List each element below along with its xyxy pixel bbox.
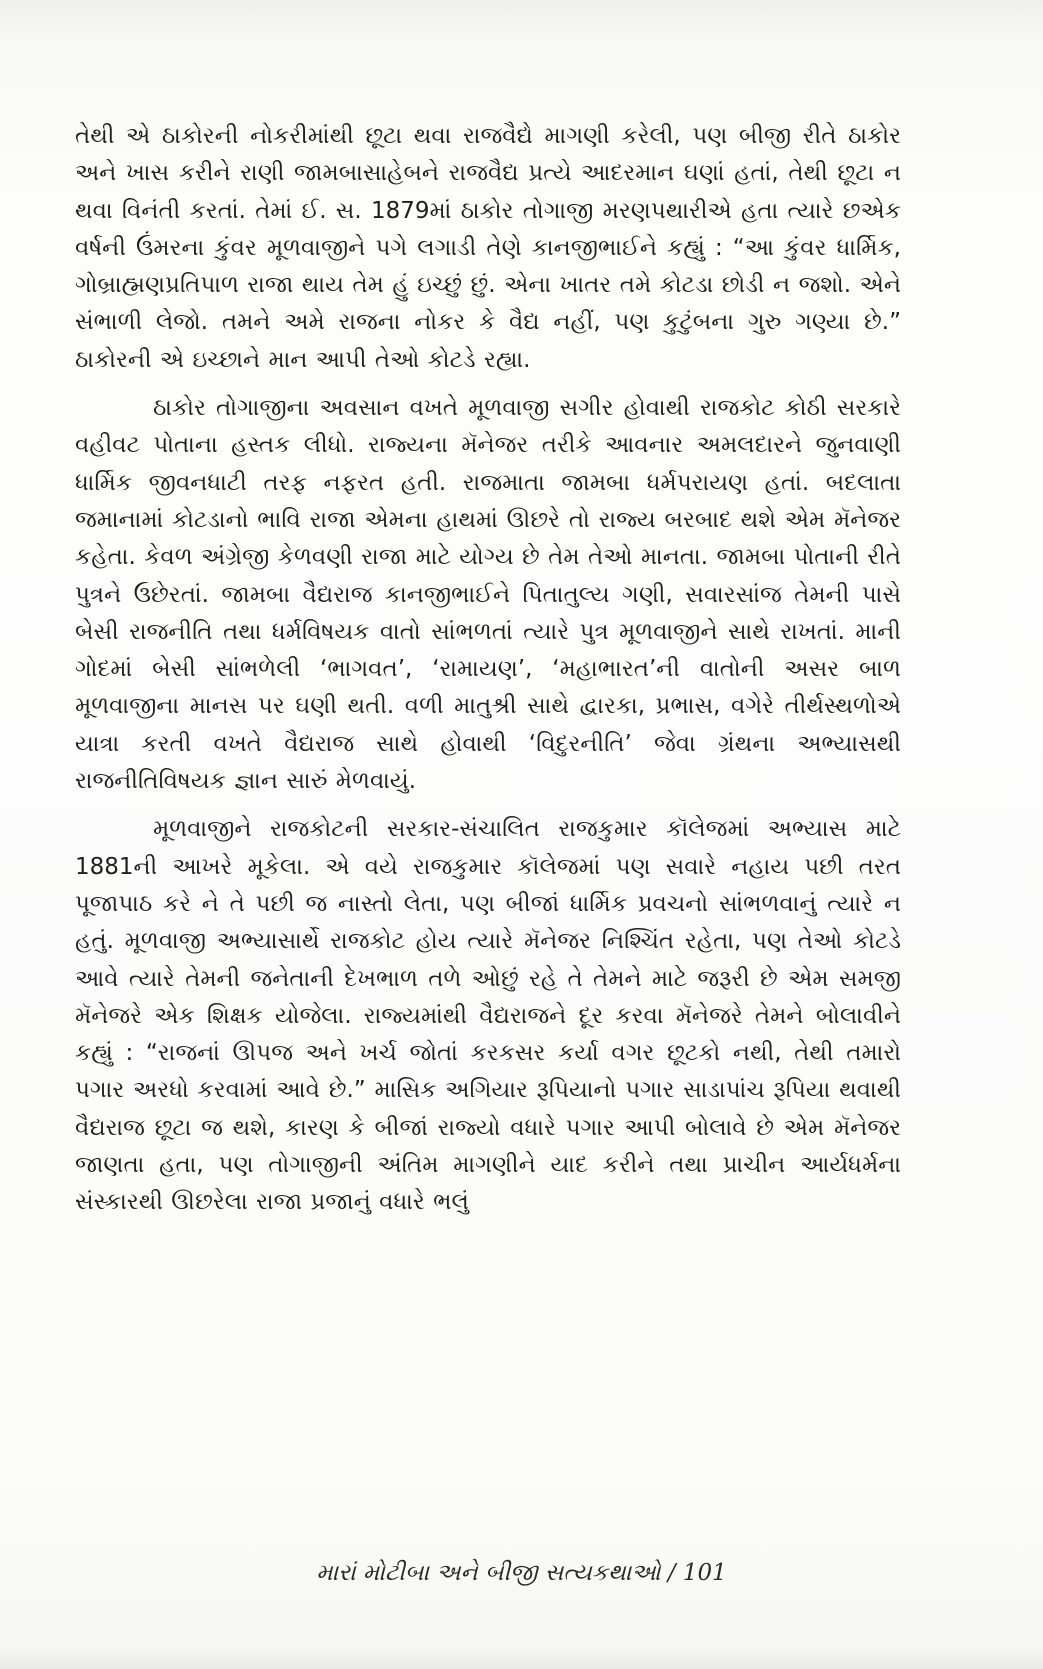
paragraph-1: તેથી એ ઠાકોરની નોકરીમાંથી છૂટા થવા રાજવૈદ્યે માગણી કરેલી, પણ બીજી રીતે ઠાકોર અને ખાસ કરીને રાણી જામબાસાહેબને રાજવૈદ્ય પ્રત્યે આદરમાન ઘણાં હતાં, તેથી છૂટા ન થવા વિનંતી કરતાં. તેમાં ઈ. સ. 1879માં ઠાકોર તોગાજી મરણપથારીએ હતા ત્યારે છએક વર્ષની ઉંમરના કુંવર મૂળવાજીને પગે લગાડી તેણે કાનજીભાઈને કહ્યું : “આ કુંવર ધાર્મિક, ગોબ્રાહ્મણપ્રતિપાળ રાજા થાય તેમ હું ઇચ્છું છું. એના ખાતર તમે કોટડા છોડી ન જશો. એને સંભાળી લેજો. તમને અમે રાજના નોકર કે વૈદ્ય નહીં, પણ કુટુંબના ગુરુ ગણ્યા છે.” ઠાકોરની એ ઇચ્છાને માન આપી તેઓ કોટડે રહ્યા. [75,123,901,373]
book-title: મારાં મોટીબા અને બીજી સત્યકથાઓ [316,1560,661,1586]
page-body-text [75,118,901,1222]
page-number: 101 [682,1560,727,1586]
footer-separator: / [667,1560,676,1586]
page-bottom-shadow [0,1647,1043,1669]
page-footer [0,1558,1043,1588]
page-top-shadow [0,0,1043,34]
paragraph-3: મૂળવાજીને રાજકોટની સરકાર-સંચાલિત રાજકુમાર કૉલેજમાં અભ્યાસ માટે 1881ની આખરે મૂકેલા. એ વયે રાજકુમાર કૉલેજમાં પણ સવારે નહાય પછી તરત પૂજાપાઠ કરે ને તે પછી જ નાસ્તો લેતા, પણ બીજાં ધાર્મિક પ્રવચનો સાંભળવાનું ત્યારે ન હતું. મૂળવાજી અભ્યાસાર્થે રાજકોટ હોય ત્યારે મૅનેજર નિશ્ચિંત રહેતા, પણ તેઓ કોટડે આવે ત્યારે તેમની જનેતાની દેખભાળ તળે ઓછું રહે તે તેમને માટે જરૂરી છે એમ સમજી મૅનેજરે એક શિક્ષક યોજેલા. રાજ્યમાંથી વૈદ્યરાજને દૂર કરવા મૅનેજરે તેમને બોલાવીને કહ્યું : “રાજનાં ઊપજ અને ખર્ચ જોતાં કરકસર કર્યા વગર છૂટકો નથી, તેથી તમારો પગાર અરધો કરવામાં આવે છે.” માસિક અગિયાર રૂપિયાનો પગાર સાડાપાંચ રૂપિયા થવાથી વૈદ્યરાજ છૂટા જ થશે, કારણ કે બીજાં રાજ્યો વધારે પગાર આપી બોલાવે છે એમ મૅનેજર જાણતા હતા, પણ તોગાજીની અંતિમ માગણીને યાદ કરીને તથા પ્રાચીન આર્યધર્મના સંસ્કારથી ઊછરેલા રાજા પ્રજાનું વધારે ભલું [75,816,901,1216]
paragraph-2: ઠાકોર તોગાજીના અવસાન વખતે મૂળવાજી સગીર હોવાથી રાજકોટ કોઠી સરકારે વહીવટ પોતાના હસ્તક લીધો. રાજ્યના મૅનેજર તરીકે આવનાર અમલદારને જુનવાણી ધાર્મિક જીવનધાટી તરફ નફરત હતી. રાજમાતા જામબા ધર્મપરાયણ હતાં. બદલાતા જમાનામાં કોટડાનો ભાવિ રાજા એમના હાથમાં ઊછરે તો રાજ્ય બરબાદ થશે એમ મૅનેજર કહેતા. કેવળ અંગ્રેજી કેળવણી રાજા માટે યોગ્ય છે તેમ તેઓ માનતા. જામબા પોતાની રીતે પુત્રને ઉછેરતાં. જામબા વૈદ્યરાજ કાનજીભાઈને પિતાતુલ્ય ગણી, સવારસાંજ તેમની પાસે બેસી રાજનીતિ તથા ધર્મવિષયક વાતો સાંભળતાં ત્યારે પુત્ર મૂળવાજીને સાથે રાખતાં. માની ગોદમાં બેસી સાંભળેલી ‘ભાગવત’, ‘રામાયણ’, ‘મહાભારત’ની વાતોની અસર બાળ મૂળવાજીના માનસ પર ઘણી થતી. વળી માતુશ્રી સાથે દ્વારકા, પ્રભાસ, વગેરે તીર્થસ્થળોએ યાત્રા કરતી વખતે વૈદ્યરાજ સાથે હોવાથી ‘વિદુરનીતિ’ જેવા ગ્રંથના અભ્યાસથી રાજનીતિવિષયક જ્ઞાન સારું મેળવાયું. [75,395,901,795]
